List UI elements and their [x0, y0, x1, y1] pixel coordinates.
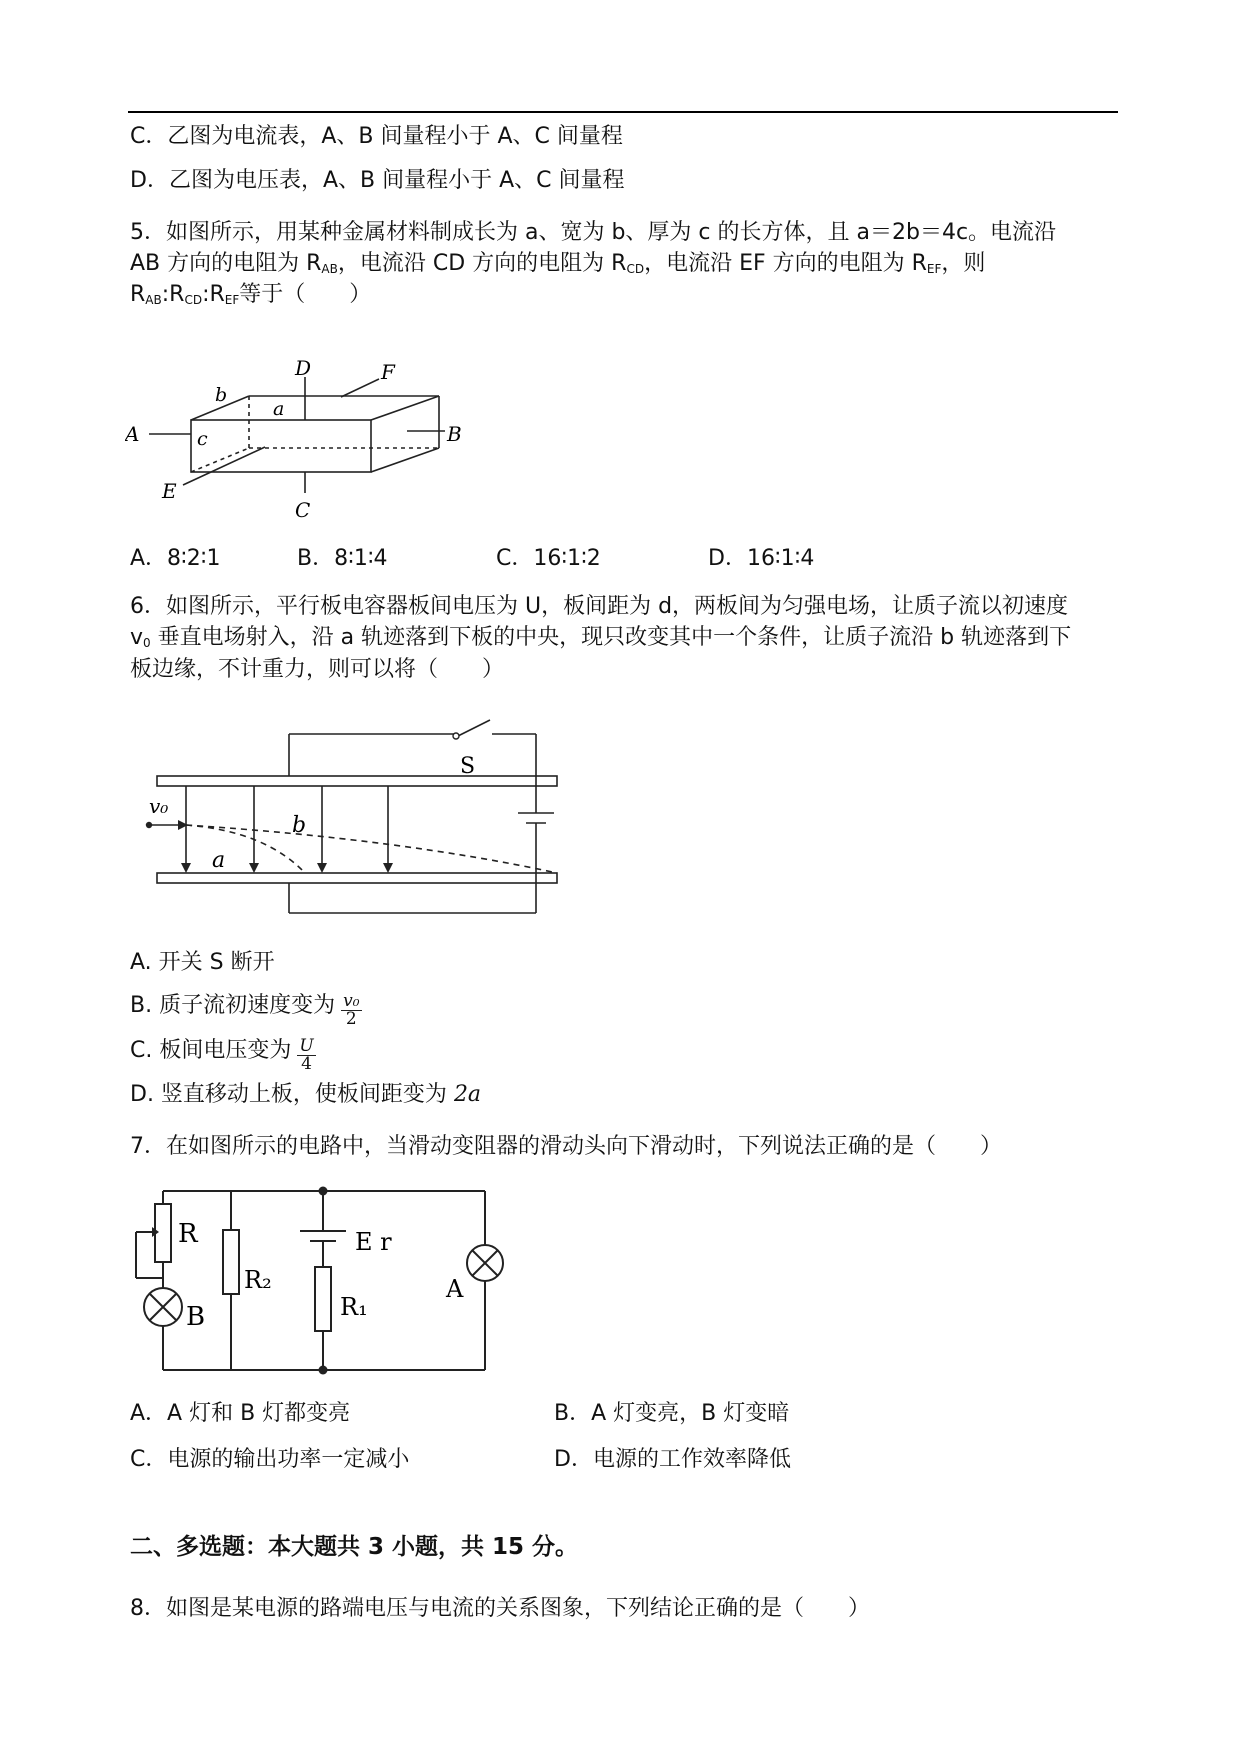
label-v0: v₀ [149, 794, 169, 818]
label-R2: R₂ [244, 1266, 272, 1294]
label-lamp-A: A [446, 1275, 464, 1303]
label-F: F [381, 360, 395, 384]
section-heading-multiple-choice: 二、多选题：本大题共 3 小题，共 15 分。 [130, 1534, 579, 1560]
q5-stem-line1: 5．如图所示，用某种金属材料制成长为 a、宽为 b、厚为 c 的长方体，且 a＝2b＝4c。电流沿 [130, 220, 1057, 245]
q5-option-d: D．16∶1∶4 [708, 546, 815, 571]
fraction-v0-over-2: $\frac{\text{v₀}}{2}$ [343, 991, 360, 1029]
q8-stem: 8．如图是某电源的路端电压与电流的关系图象，下列结论正确的是（ ） [130, 1596, 870, 1621]
q6-option-a: A. 开关 S 断开 [130, 950, 275, 975]
q5-option-c: C．16∶1∶2 [496, 546, 601, 571]
q4-option-c: C．乙图为电流表，A、B 间量程小于 A、C 间量程 [130, 124, 623, 149]
q6-stem-line3: 板边缘，不计重力，则可以将（ ） [130, 657, 505, 682]
label-B: B [447, 422, 462, 446]
q6-stem-line1: 6．如图所示，平行板电容器板间电压为 U，板间距为 d，两板间为匀强电场，让质子流以初速度 [130, 594, 1069, 619]
q7-option-c: C．电源的输出功率一定减小 [130, 1447, 410, 1472]
label-R: R [178, 1219, 198, 1249]
label-switch-s: S [460, 754, 476, 779]
q4-option-d: D．乙图为电压表，A、B 间量程小于 A、C 间量程 [130, 168, 625, 193]
q5-cuboid-diagram [125, 355, 485, 520]
label-C: C [295, 498, 311, 520]
label-b-trajectory: b [292, 813, 307, 838]
q6-option-d: D. 竖直移动上板，使板间距变为 2a [130, 1082, 482, 1107]
q7-stem: 7．在如图所示的电路中，当滑动变阻器的滑动头向下滑动时，下列说法正确的是（ ） [130, 1134, 1003, 1159]
label-lamp-B: B [186, 1302, 206, 1332]
q7-option-d: D．电源的工作效率降低 [554, 1447, 791, 1472]
label-A: A [125, 422, 140, 446]
q5-option-a: A．8∶2∶1 [130, 546, 221, 571]
q7-option-b: B．A 灯变亮，B 灯变暗 [554, 1401, 790, 1426]
label-R1: R₁ [340, 1293, 368, 1321]
fraction-u-over-4: $\frac{U}{4}$ [299, 1036, 314, 1074]
q7-circuit-diagram [130, 1180, 520, 1380]
q7-option-a: A．A 灯和 B 灯都变亮 [130, 1401, 351, 1426]
label-b: b [215, 384, 228, 406]
label-Er: E r [355, 1228, 392, 1256]
label-a: a [273, 398, 285, 420]
q5-stem-line3: $R_{AB}:R_{CD}:R_{EF}$等于（ ） [130, 282, 372, 307]
q6-capacitor-diagram [140, 705, 560, 920]
label-D: D [295, 356, 312, 380]
q5-stem-line2: AB 方向的电阻为 $R_{AB}$，电流沿 CD 方向的电阻为 $R_{CD}$，电流沿 EF 方向的电阻为 $R_{EF}$，则 [130, 251, 986, 276]
label-c: c [197, 428, 208, 450]
q6-stem-line2: $v_0$ 垂直电场射入，沿 a 轨迹落到下板的中央，现只改变其中一个条件，让质子流沿 b 轨迹落到下 [130, 625, 1072, 650]
q5-option-b: B．8∶1∶4 [297, 546, 388, 571]
q6-option-b: B. 质子流初速度变为 $\frac{\text{v₀}}{2}$ [130, 991, 360, 1029]
q6-option-c: C. 板间电压变为 $\frac{U}{4}$ [130, 1036, 314, 1074]
top-rule [128, 111, 1118, 113]
label-a-trajectory: a [212, 848, 226, 873]
label-E: E [162, 479, 177, 503]
